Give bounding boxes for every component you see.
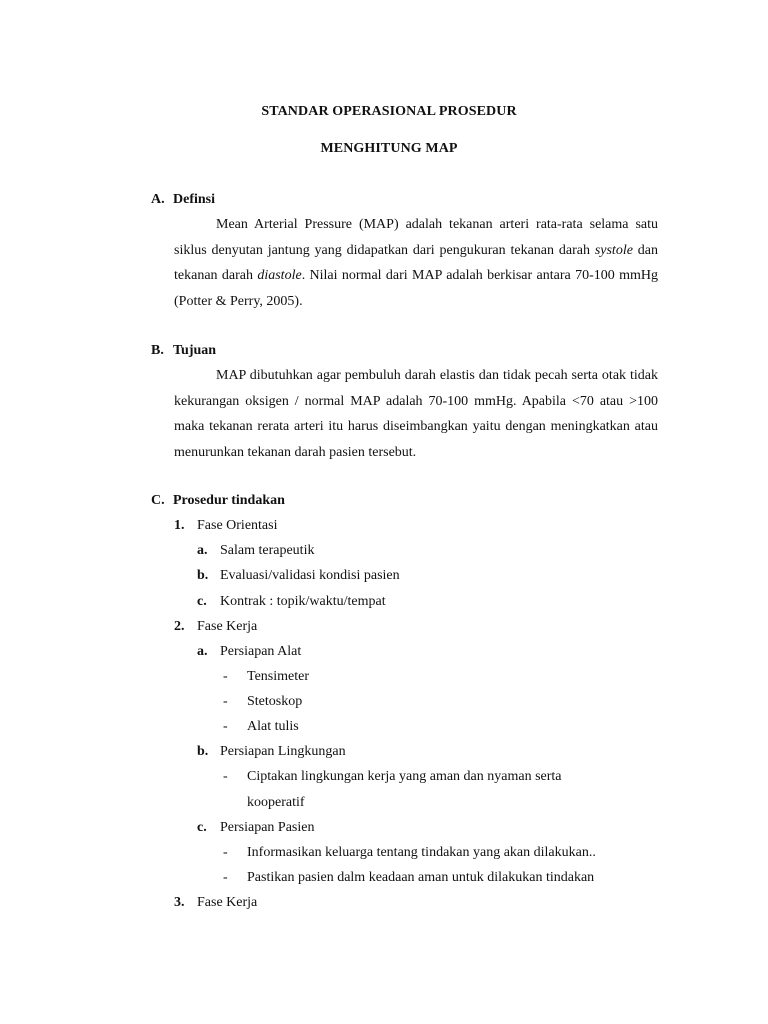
step-2a <box>197 644 301 660</box>
step-2c-letter: c. <box>197 820 207 835</box>
equipment-alat-tulis: Alat tulis <box>247 719 299 734</box>
bullet-dash: - <box>223 719 228 734</box>
step-1-number: 1. <box>174 518 185 533</box>
step-3 <box>174 895 257 911</box>
step-1a <box>197 543 314 559</box>
bullet-dash: - <box>223 845 228 860</box>
step-3-label: Fase Kerja <box>197 895 258 910</box>
section-b-paragraph: MAP dibutuhkan agar pembuluh darah elastis dan tidak pecah serta otak tidak kekurangan oksigen / normal MAP adalah 70-100 mmHg. Apabila <70 atau >100 maka tekanan rerata arteri itu harus diseimbangkan yaitu dengan meningkatkan atau menurunkan tekanan darah pasien tersebut. <box>174 368 658 460</box>
step-2 <box>174 619 257 635</box>
step-1c-text: Kontrak : topik/waktu/tempat <box>220 594 386 609</box>
list-item <box>223 719 299 735</box>
list-item <box>223 870 594 886</box>
step-1-label: Fase Orientasi <box>197 518 278 533</box>
step-1c <box>197 594 386 610</box>
step-1a-letter: a. <box>197 543 208 558</box>
document-title: STANDAR OPERASIONAL PROSEDUR <box>261 104 517 119</box>
section-a-letter: A. <box>151 192 165 207</box>
step-2a-text: Persiapan Alat <box>220 644 302 659</box>
step-2c <box>197 820 314 836</box>
section-b-letter: B. <box>151 343 164 358</box>
definition-text-2: dan tekanan darah <box>174 242 658 283</box>
section-c-heading <box>151 493 285 509</box>
section-c-title: Prosedur tindakan <box>173 493 285 508</box>
diastole-term: diastole <box>257 268 302 283</box>
list-item <box>223 769 562 785</box>
section-b-title: Tujuan <box>173 343 217 358</box>
bullet-dash: - <box>223 669 228 684</box>
definition-text-1: Mean Arterial Pressure (MAP) adalah tekanan arteri rata-rata selama satu siklus denyutan jantung yang didapatkan dari pengukuran tekanan darah <box>174 217 658 258</box>
step-2-number: 2. <box>174 619 185 634</box>
step-1b-letter: b. <box>197 568 209 583</box>
bullet-dash: - <box>223 870 228 885</box>
section-c-letter: C. <box>151 493 165 508</box>
step-2b-text: Persiapan Lingkungan <box>220 744 346 759</box>
definition-text-3: . Nilai normal dari MAP adalah berkisar antara 70-100 mmHg (Potter & Perry, 2005). <box>174 268 659 309</box>
patient-item-1: Informasikan keluarga tentang tindakan yang akan dilakukan.. <box>247 845 596 860</box>
environment-item-line-1: Ciptakan lingkungan kerja yang aman dan nyaman serta <box>247 769 562 784</box>
equipment-tensimeter: Tensimeter <box>247 669 309 684</box>
step-1 <box>174 518 277 534</box>
step-1a-text: Salam terapeutik <box>220 543 315 558</box>
step-1b <box>197 568 400 584</box>
bullet-dash: - <box>223 769 228 784</box>
list-item <box>223 669 309 685</box>
section-a-title: Definsi <box>173 192 215 207</box>
list-item <box>223 845 596 861</box>
step-1c-letter: c. <box>197 594 207 609</box>
systole-term: systole <box>594 242 633 258</box>
patient-item-2: Pastikan pasien dalm keadaan aman untuk dilakukan tindakan <box>247 870 595 885</box>
list-item <box>223 694 302 710</box>
step-2-label: Fase Kerja <box>197 619 258 634</box>
step-2b-letter: b. <box>197 744 209 759</box>
step-3-number: 3. <box>174 895 185 910</box>
environment-item-line-2: kooperatif <box>247 795 305 810</box>
equipment-stetoskop: Stetoskop <box>247 694 303 709</box>
document-subtitle: MENGHITUNG MAP <box>320 141 458 156</box>
step-2a-letter: a. <box>197 644 208 659</box>
step-1b-text: Evaluasi/validasi kondisi pasien <box>220 568 400 583</box>
bullet-dash: - <box>223 694 228 709</box>
step-2b <box>197 744 346 760</box>
section-a-paragraph <box>174 212 658 314</box>
section-a-heading <box>151 192 215 208</box>
step-2c-text: Persiapan Pasien <box>220 820 315 835</box>
section-b-heading <box>151 343 216 359</box>
